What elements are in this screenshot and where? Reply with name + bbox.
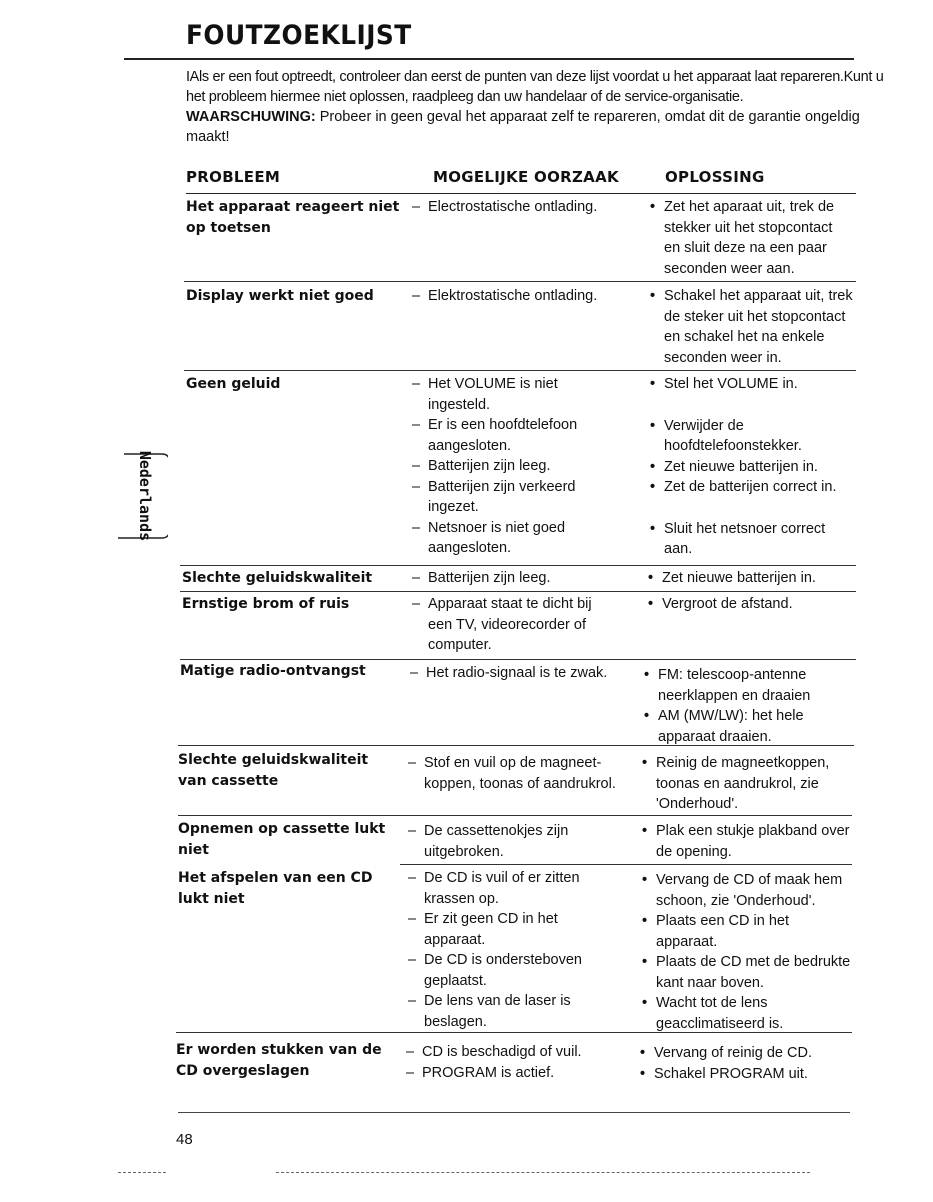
intro-text: IAls er een fout optreedt, controleer dan eerst de punten van deze lijst voordat u het apparaat laat repareren.Kunt u het probleem hiermee niet oplossen, raadpleeg dan uw handelaar of de service-organisatie. <box>186 69 884 105</box>
page-title: FOUTZOEKLIJST <box>186 20 412 51</box>
cause-list <box>410 663 640 684</box>
solution-item: • Verwijder de hoofdtelefoonstekker. <box>650 416 850 457</box>
scan-artifact-line <box>118 1172 166 1173</box>
row-divider <box>180 659 856 660</box>
title-rule <box>124 58 854 60</box>
cause-list <box>412 197 637 218</box>
problem-cell: Opnemen op cassette lukt niet <box>178 821 386 858</box>
problem-cell: Slechte geluidskwaliteit van cassette <box>178 752 369 789</box>
cause-list <box>406 1042 636 1083</box>
header-rule <box>186 193 856 194</box>
solution-item: • FM: telescoop-antenne neerklappen en draaien <box>644 665 844 706</box>
solution-list <box>642 821 852 862</box>
solution-list <box>644 665 844 747</box>
cause-item: – Er zit geen CD in het apparaat. <box>408 909 608 950</box>
solution-item: • Zet de batterijen correct in. <box>650 477 850 498</box>
solution-item: • Vervang de CD of maak hem schoon, zie 'Onderhoud'. <box>642 870 852 911</box>
cause-list <box>412 568 637 589</box>
solution-list <box>650 374 850 560</box>
scan-artifact-line <box>276 1172 810 1173</box>
column-header-cause: MOGELIJKE OORZAAK <box>433 168 619 186</box>
problem-cell: Het afspelen van een CD lukt niet <box>178 870 373 907</box>
solution-list <box>640 1043 850 1084</box>
cause-item: – Stof en vuil op de magneet-koppen, toonas of aandrukrol. <box>408 753 638 794</box>
solution-item: • Zet het aparaat uit, trek de stekker uit het stopcontact en sluit deze na een paar seconden weer aan. <box>650 197 850 279</box>
solution-item: • AM (MW/LW): het hele apparaat draaien. <box>644 706 844 747</box>
solution-list <box>648 568 853 589</box>
row-divider <box>176 1032 852 1033</box>
solution-item: • Stel het VOLUME in. <box>650 374 850 395</box>
solution-item: • Schakel het apparaat uit, trek de steker uit het stopcontact en schakel het na enkele seconden weer in. <box>650 286 855 368</box>
column-header-problem: PROBLEEM <box>186 168 281 186</box>
warning-label: WAARSCHUWING: <box>186 109 316 125</box>
solution-item: • Vergroot de afstand. <box>648 594 853 615</box>
cause-item: – Het VOLUME is niet ingesteld. <box>412 374 602 415</box>
solution-item: • Reinig de magneetkoppen, toonas en aandrukrol, zie 'Onderhoud'. <box>642 753 847 815</box>
cause-item: – De lens van de laser is beslagen. <box>408 991 608 1032</box>
footer-rule <box>178 1112 850 1113</box>
problem-cell: Slechte geluidskwaliteit <box>182 570 373 586</box>
problem-cell: Het apparaat reageert niet op toetsen <box>186 199 400 236</box>
cause-item: – CD is beschadigd of vuil. <box>406 1042 636 1063</box>
cause-item: – Batterijen zijn leeg. <box>412 568 637 589</box>
solution-item: • Plaats de CD met de bedrukte kant naar boven. <box>642 952 852 993</box>
row-divider <box>400 864 852 865</box>
solution-list <box>642 870 852 1034</box>
cause-item: – PROGRAM is actief. <box>406 1063 636 1084</box>
cause-list <box>412 594 612 656</box>
cause-item: – Apparaat staat te dicht bij een TV, videorecorder of computer. <box>412 594 612 656</box>
solution-item: • Zet nieuwe batterijen in. <box>648 568 853 589</box>
problem-cell: Geen geluid <box>186 376 281 392</box>
problem-cell: Ernstige brom of ruis <box>182 596 350 612</box>
solution-item: • Plak een stukje plakband over de opening. <box>642 821 852 862</box>
solution-item: • Vervang of reinig de CD. <box>640 1043 850 1064</box>
solution-list <box>642 753 847 815</box>
problem-cell: Display werkt niet goed <box>186 288 374 304</box>
page-number: 48 <box>176 1131 193 1148</box>
cause-item: – Electrostatische ontlading. <box>412 197 637 218</box>
cause-list <box>412 286 637 307</box>
cause-item: – Batterijen zijn verkeerd ingezet. <box>412 477 602 518</box>
cause-item: – De CD is vuil of er zitten krassen op. <box>408 868 608 909</box>
cause-item: – Er is een hoofdtelefoon aangesloten. <box>412 415 602 456</box>
solution-item: • Sluit het netsnoer correct aan. <box>650 519 850 560</box>
row-divider <box>180 591 856 592</box>
warning-paragraph <box>186 107 886 147</box>
side-tab-label: Nederlands <box>136 450 154 542</box>
solution-item: • Schakel PROGRAM uit. <box>640 1064 850 1085</box>
cause-item: – De cassettenokjes zijn uitgebroken. <box>408 821 608 862</box>
row-divider <box>178 815 852 816</box>
cause-item: – Elektrostatische ontlading. <box>412 286 637 307</box>
cause-list <box>412 374 602 559</box>
row-divider <box>184 370 856 371</box>
row-divider <box>184 281 856 282</box>
solution-item: • Zet nieuwe batterijen in. <box>650 457 850 478</box>
problem-cell: Matige radio-ontvangst <box>180 663 366 679</box>
problem-cell: Er worden stukken van de CD overgeslagen <box>176 1042 382 1079</box>
warning-text: Probeer in geen geval het apparaat zelf te repareren, omdat dit de garantie ongeldig maakt! <box>186 109 860 145</box>
cause-list <box>408 753 638 794</box>
solution-item: • Wacht tot de lens geacclimatiseerd is. <box>642 993 852 1034</box>
solution-list <box>650 286 855 368</box>
solution-item: • Plaats een CD in het apparaat. <box>642 911 852 952</box>
intro-block <box>186 67 886 147</box>
column-header-solution: OPLOSSING <box>665 168 765 186</box>
cause-item: – De CD is ondersteboven geplaatst. <box>408 950 608 991</box>
cause-list <box>408 821 608 862</box>
solution-list <box>648 594 853 615</box>
cause-item: – Batterijen zijn leeg. <box>412 456 602 477</box>
cause-list <box>408 868 608 1032</box>
row-divider <box>180 565 856 566</box>
solution-list <box>650 197 850 279</box>
cause-item: – Netsnoer is niet goed aangesloten. <box>412 518 602 559</box>
cause-item: – Het radio-signaal is te zwak. <box>410 663 640 684</box>
row-divider <box>178 745 854 746</box>
